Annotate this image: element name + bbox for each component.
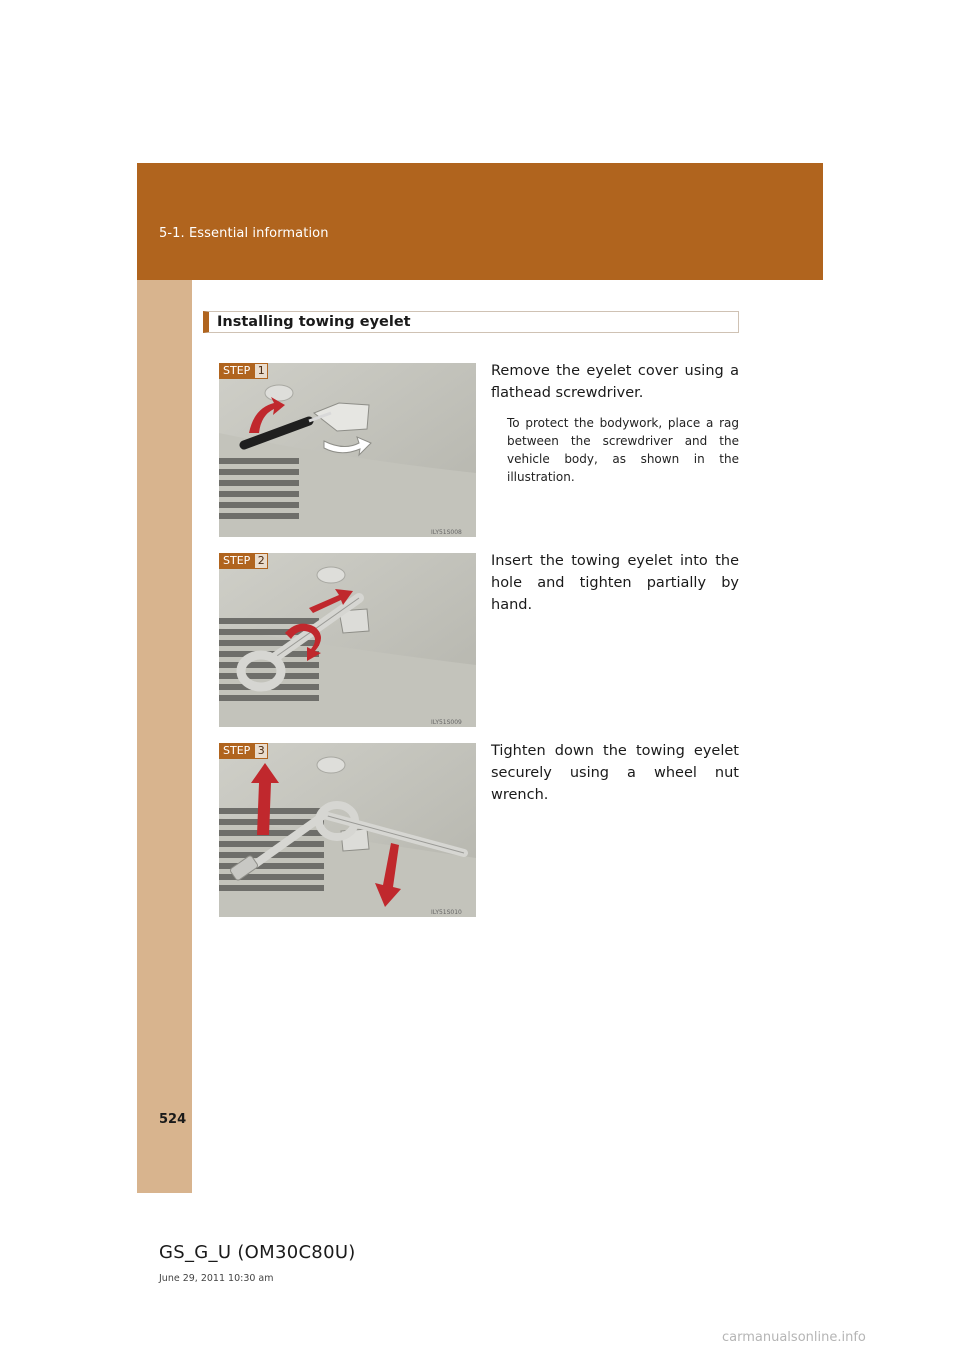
step-badge bbox=[219, 363, 268, 379]
step-word: STEP bbox=[219, 553, 254, 569]
step-2-text: Insert the towing eyelet into the hole and tighten partially by hand. bbox=[491, 553, 739, 613]
step-2-illustration bbox=[219, 553, 476, 727]
step-1-text: Remove the eyelet cover using a flathead screwdriver. bbox=[491, 363, 739, 401]
step-number: 1 bbox=[254, 363, 268, 379]
page-number: 524 bbox=[159, 1112, 187, 1127]
image-code: ILY51S008 bbox=[431, 529, 462, 536]
footer-doc-code: GS_G_U (OM30C80U) bbox=[159, 1242, 356, 1263]
step-badge bbox=[219, 553, 268, 569]
image-code: ILY51S009 bbox=[431, 719, 462, 726]
step-number: 2 bbox=[254, 553, 268, 569]
step-badge bbox=[219, 743, 268, 759]
step-3-text: Tighten down the towing eyelet securely using a wheel nut wrench. bbox=[491, 743, 739, 803]
step-1-note: To protect the bodywork, place a rag between the screwdriver and the vehicle body, as shown in the illustration. bbox=[507, 416, 739, 484]
image-code: ILY51S010 bbox=[431, 909, 462, 916]
step-word: STEP bbox=[219, 743, 254, 759]
footer-date: June 29, 2011 10:30 am bbox=[159, 1273, 274, 1284]
side-band bbox=[137, 163, 192, 1193]
watermark: carmanualsonline.info bbox=[722, 1330, 866, 1345]
step-1-illustration bbox=[219, 363, 476, 537]
step-3-illustration bbox=[219, 743, 476, 917]
section-label: 5-1. Essential information bbox=[159, 226, 329, 241]
section-heading: Installing towing eyelet bbox=[203, 311, 739, 333]
step-number: 3 bbox=[254, 743, 268, 759]
header-band bbox=[137, 163, 823, 280]
step-word: STEP bbox=[219, 363, 254, 379]
